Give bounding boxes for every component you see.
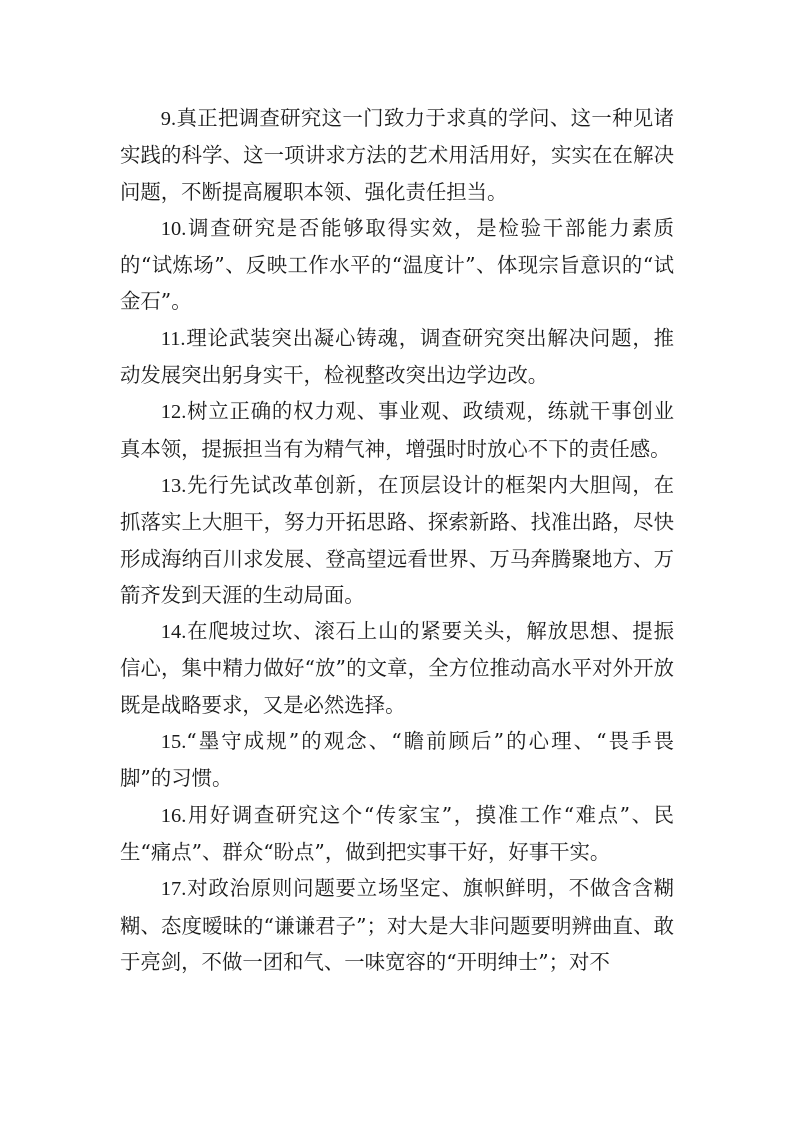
paragraph-15 <box>120 723 674 797</box>
paragraph-text: 树立正确的权力观、事业观、政绩观，练就干事创业真本领，提振担当有为精气神，增强时时放心不下的责任感。 <box>120 399 674 461</box>
paragraph-text: 对政治原则问题要立场坚定、旗帜鲜明，不做含含糊糊、态度暧昧的“谦谦君子”；对大是大非问题要明辨曲直、敢于亮剑，不做一团和气、一味宽容的“开明绅士”；对不 <box>120 876 674 974</box>
paragraph-text: 理论武装突出凝心铸魂，调查研究突出解决问题，推动发展突出躬身实干，检视整改突出边学边改。 <box>120 325 674 388</box>
paragraph-number: 17. <box>160 878 187 901</box>
paragraph-text: 先行先试改革创新，在顶层设计的框架内大胆闯，在抓落实上大胆干，努力开拓思路、探索新路、找准出路，尽快形成海纳百川求发展、登高望远看世界、万马奔腾聚地方、万箭齐发到天涯的生动局面。 <box>120 472 674 607</box>
paragraph-text: 在爬坡过坎、滚石上山的紧要关头，解放思想、提振信心，集中精力做好“放”的文章，全方位推动高水平对外开放既是战略要求，又是必然选择。 <box>120 619 674 717</box>
paragraph-number: 16. <box>160 804 187 827</box>
paragraph-10 <box>120 210 674 320</box>
paragraph-16 <box>120 797 674 871</box>
paragraph-14 <box>120 613 674 723</box>
paragraph-9 <box>120 100 674 210</box>
paragraph-number: 13. <box>160 474 187 497</box>
paragraph-number: 15. <box>160 731 187 754</box>
paragraph-number: 10. <box>160 217 187 240</box>
paragraph-number: 14. <box>160 621 187 644</box>
document-page <box>120 100 674 980</box>
paragraph-number: 9. <box>160 108 177 130</box>
paragraph-number: 11. <box>160 327 186 350</box>
paragraph-text: 调查研究是否能够取得实效，是检验干部能力素质的“试炼场”、反映工作水平的“温度计”、体现宗旨意识的“试金石”。 <box>120 215 674 314</box>
paragraph-number: 12. <box>160 401 187 424</box>
paragraph-12 <box>120 393 674 467</box>
paragraph-text: “墨守成规”的观念、“瞻前顾后”的心理、“畏手畏脚”的习惯。 <box>120 729 674 791</box>
paragraph-11 <box>120 320 674 394</box>
paragraph-text: 真正把调查研究这一门致力于求真的学问、这一种见诸实践的科学、这一项讲求方法的艺术用活用好，实实在在解决问题，不断提高履职本领、强化责任担当。 <box>120 106 674 204</box>
paragraph-17 <box>120 870 674 980</box>
paragraph-13 <box>120 467 674 613</box>
paragraph-text: 用好调查研究这个“传家宝”，摸准工作“难点”、民生“痛点”、群众“盼点”，做到把实事干好，好事干实。 <box>120 802 674 864</box>
